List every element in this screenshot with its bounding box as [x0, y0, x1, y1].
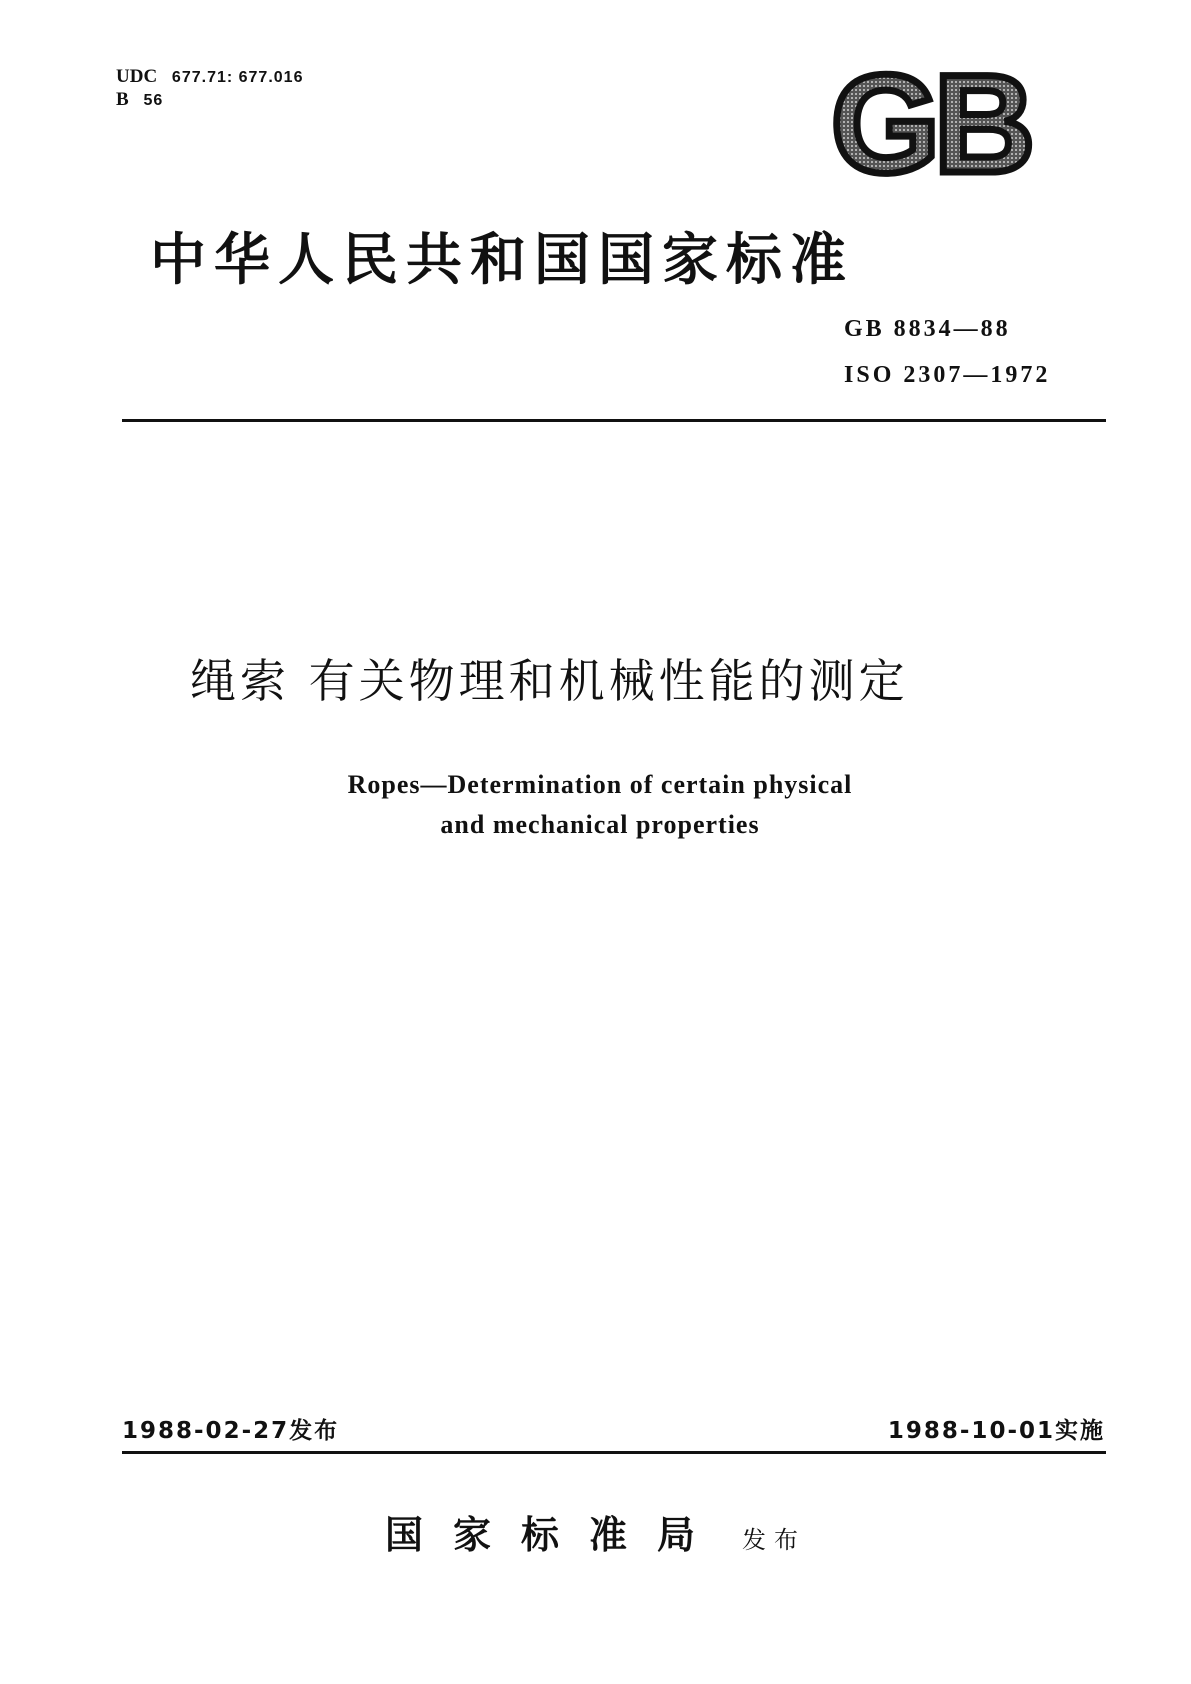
chinese-title: 绳索 有关物理和机械性能的测定: [190, 654, 909, 708]
english-title-line1: Ropes—Determination of certain physical: [347, 770, 853, 799]
publisher-name: 国家标准局: [384, 1513, 725, 1557]
udc-block: [116, 66, 303, 112]
udc-label: UDC: [116, 66, 158, 87]
national-standard-title: 中华人民共和国国家标准: [150, 228, 854, 293]
effective-date: 1988-10-01实施: [887, 1418, 1105, 1444]
class-label: B: [116, 89, 129, 110]
iso-code: ISO 2307—1972: [844, 362, 1051, 388]
class-number: 56: [143, 92, 164, 109]
english-title-line2: and mechanical properties: [440, 810, 760, 839]
udc-number: 677.71: 677.016: [171, 69, 304, 86]
publisher-line: [0, 1504, 1191, 1559]
gb-logo-text: GB: [831, 64, 1029, 186]
bottom-divider: [122, 1451, 1106, 1454]
publish-word: 发布: [742, 1526, 807, 1554]
class-line: [116, 89, 303, 112]
udc-line: [116, 66, 303, 89]
issue-date: 1988-02-27发布: [122, 1418, 340, 1444]
top-divider: [122, 419, 1106, 422]
standard-code: GB 8834—88: [844, 316, 1011, 342]
gb-logo: [814, 64, 1046, 186]
english-title: [200, 765, 1000, 845]
